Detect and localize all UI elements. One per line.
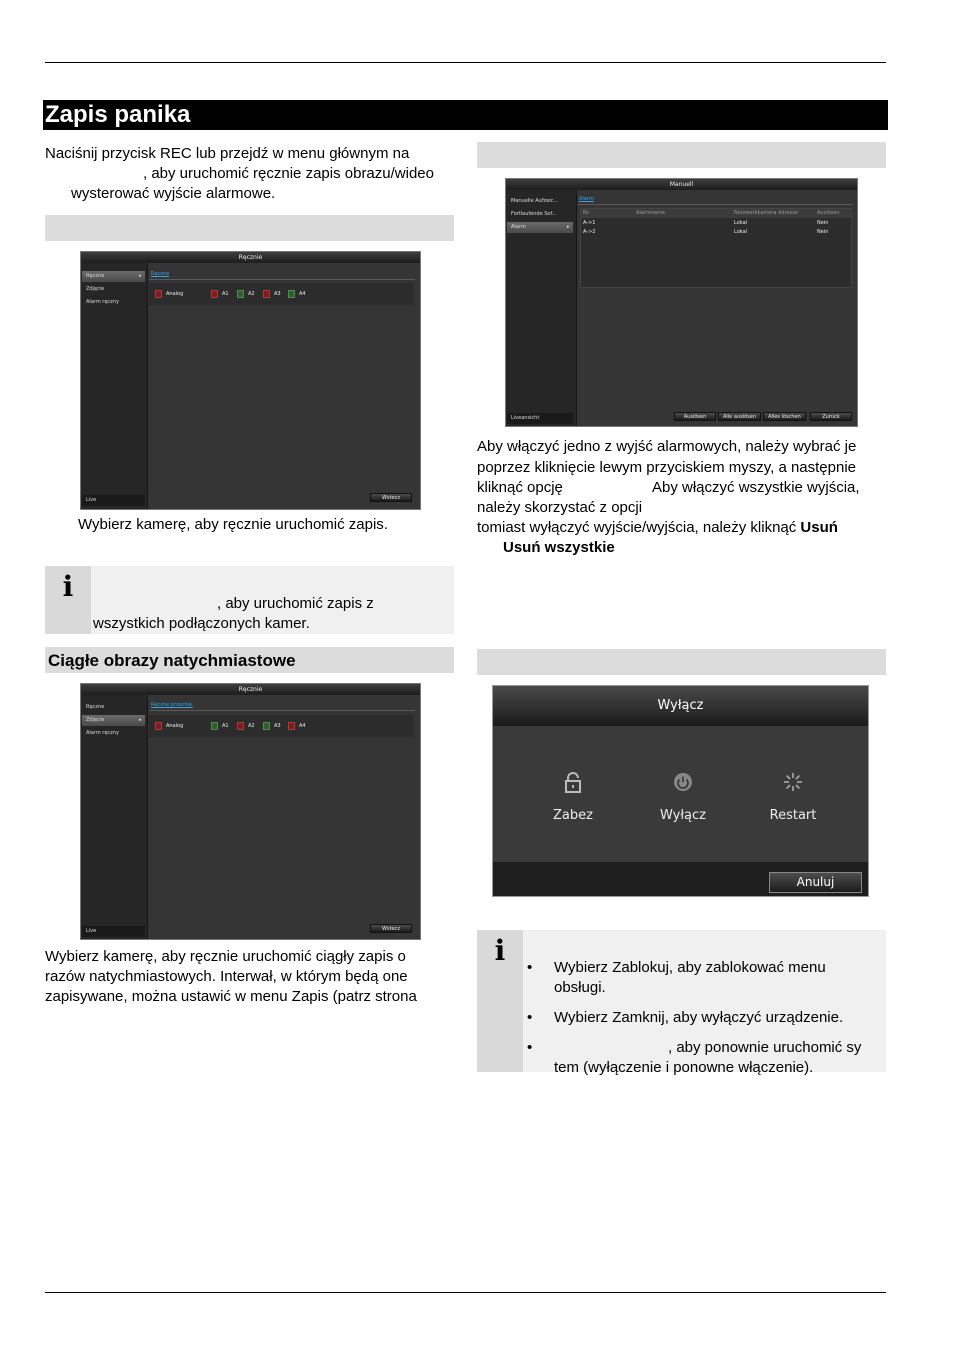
sidebar	[81, 695, 148, 939]
sidebar-item-snapshot[interactable]: Zdjęcie	[82, 715, 145, 726]
table-row-2-nr[interactable]: A->2	[583, 229, 596, 235]
analog-label: Analog	[166, 291, 184, 297]
tab-manual[interactable]: Ręczne	[151, 271, 170, 277]
sidebar-item-manual[interactable]: Ręczne	[86, 704, 105, 710]
item2-text: Wybierz Zamknij, aby wyłączyć urządzenie.	[554, 1009, 844, 1026]
window-title: Manuell	[506, 179, 857, 190]
para3-line-5a	[477, 518, 838, 538]
a2-label: A2	[248, 723, 255, 729]
section-bar-alarm	[477, 142, 886, 168]
sidebar	[506, 190, 577, 426]
table-row-1-address: Lokal	[734, 220, 748, 226]
table-row-2-address: Lokal	[734, 229, 748, 235]
sidebar-item-continuous[interactable]: Fortlaufende Sof...	[511, 211, 557, 217]
shutdown-dialog	[492, 685, 869, 897]
table-row-2-trigger: Nein	[817, 229, 829, 235]
analog-checkbox[interactable]	[155, 290, 162, 298]
window-title: Ręcznie	[81, 684, 420, 695]
para3-line-2: poprzez kliknięcie lewym przyciskiem myszy, a następnie	[477, 459, 857, 476]
lock-option-label[interactable]: Zabez	[553, 808, 593, 823]
tab-continuous[interactable]: Ręczne przechw.	[151, 702, 193, 708]
item3-line-2: tem (wyłączenie i ponowne włączenie).	[554, 1059, 814, 1076]
info-note-2	[477, 930, 886, 1076]
shutdown-option-label[interactable]: Wyłącz	[660, 808, 706, 823]
top-rule	[45, 62, 886, 63]
table-row-1-trigger: Nein	[817, 220, 829, 226]
para3-line-5-bold: Usuń	[800, 519, 838, 536]
item1-line-2: obsługi.	[554, 979, 606, 996]
a3-checkbox[interactable]	[263, 290, 270, 298]
col-header-address: Netzwerkkamera Adresse	[734, 210, 798, 216]
list-item-restart	[527, 1038, 882, 1078]
tab-underline	[149, 710, 415, 711]
info-icon: i	[45, 566, 91, 634]
a4-label: A4	[299, 291, 306, 297]
sidebar	[81, 263, 148, 509]
note1-line-2: wszystkich podłączonych kamer.	[93, 615, 310, 632]
para3-line-3b: Aby włączyć wszystkie wyjścia,	[652, 479, 860, 496]
list-item-shutdown	[527, 1008, 882, 1028]
para2-line-3: zapisywane, można ustawić w menu Zapis (patrz strona	[45, 988, 417, 1005]
a3-label: A3	[274, 291, 281, 297]
a4-label: A4	[299, 723, 306, 729]
col-header-trigger: Auslösen	[817, 210, 840, 216]
a1-checkbox[interactable]	[211, 722, 218, 730]
table-header	[581, 209, 851, 218]
sidebar-item-manual-alarm[interactable]: Alarm ręczny	[86, 299, 119, 305]
page-title: Zapis panika	[43, 100, 888, 130]
para3-line-6: Usuń wszystkie	[503, 539, 615, 556]
analog-checkbox[interactable]	[155, 722, 162, 730]
intro-line-1: Naciśnij przycisk REC lub przejdź w menu głównym na	[45, 145, 410, 162]
section-heading-continuous: Ciągłe obrazy natychmiastowe	[45, 647, 454, 673]
para2-line-2: razów natychmiastowych. Interwał, w którym będą one	[45, 968, 408, 985]
chevron-right-icon: ▸	[567, 224, 570, 230]
a1-label: A1	[222, 291, 229, 297]
note1-line-1: , aby uruchomić zapis z	[217, 595, 374, 612]
dialog-title: Wyłącz	[493, 686, 868, 726]
item1-line-1: Wybierz Zablokuj, aby zablokować menu	[554, 959, 826, 976]
bottom-rule	[45, 1292, 886, 1293]
trigger-button[interactable]: Auslösen	[674, 412, 716, 421]
alarm-table	[580, 208, 852, 288]
sidebar-item-snapshot[interactable]: Zdjęcie	[86, 286, 105, 292]
a1-checkbox[interactable]	[211, 290, 218, 298]
para3-line-1: Aby włączyć jedno z wyjść alarmowych, należy wybrać je	[477, 438, 857, 455]
para2-line-1: Wybierz kamerę, aby ręcznie uruchomić ciągły zapis o	[45, 948, 406, 965]
restart-option-label[interactable]: Restart	[769, 808, 817, 823]
window-title: Ręcznie	[81, 252, 420, 263]
sidebar-item-manual[interactable]: Ręczne	[82, 271, 145, 282]
lock-icon[interactable]	[528, 772, 618, 799]
intro-line-3: wysterować wyjście alarmowe.	[71, 185, 276, 202]
dvr-screen-alarm	[505, 178, 858, 427]
live-button[interactable]: Live	[82, 495, 145, 506]
back-button[interactable]: Wstecz	[370, 493, 412, 502]
col-header-alarmname: Alarmname	[636, 210, 665, 216]
item3-line-1: , aby ponownie uruchomić sy	[668, 1039, 862, 1056]
back-button[interactable]: Wstecz	[370, 924, 412, 933]
tab-underline	[149, 279, 415, 280]
sidebar-item-manual-alarm[interactable]: Alarm ręczny	[86, 730, 119, 736]
a3-checkbox[interactable]	[263, 722, 270, 730]
tab-alarm[interactable]: Alarm	[579, 196, 594, 202]
chevron-right-icon: ▸	[139, 273, 142, 279]
a2-label: A2	[248, 291, 255, 297]
back-button[interactable]: Zurück	[810, 412, 852, 421]
list-item-lock	[527, 958, 882, 998]
live-view-button[interactable]: Liveansicht	[507, 413, 573, 424]
para3-line-3a: kliknąć opcję	[477, 479, 563, 496]
para3-line-5-text: tomiast wyłączyć wyjście/wyjścia, należy kliknąć	[477, 519, 797, 536]
restart-icon[interactable]	[748, 772, 838, 797]
shutdown-options-list	[527, 958, 882, 1078]
a2-checkbox[interactable]	[237, 290, 244, 298]
sidebar-item-manual-record[interactable]: Manuelle Aufzeic...	[511, 198, 559, 204]
section-bar-manual	[45, 215, 454, 241]
screen1-caption: Wybierz kamerę, aby ręcznie uruchomić zapis.	[78, 516, 388, 533]
clear-all-button[interactable]: Alles löschen	[763, 412, 806, 421]
sidebar-item-alarm[interactable]: Alarm	[507, 222, 573, 233]
a2-checkbox[interactable]	[237, 722, 244, 730]
chevron-right-icon: ▸	[139, 717, 142, 723]
table-row-1-nr[interactable]: A->1	[583, 220, 596, 226]
a3-label: A3	[274, 723, 281, 729]
col-header-nr: Nr.	[583, 210, 590, 216]
live-button[interactable]: Live	[82, 926, 145, 937]
dvr-screen-continuous	[80, 683, 421, 940]
tab-underline	[578, 204, 853, 205]
info-icon: i	[477, 930, 523, 1072]
power-icon[interactable]	[638, 772, 728, 797]
a4-checkbox[interactable]	[288, 290, 295, 298]
a4-checkbox[interactable]	[288, 722, 295, 730]
a1-label: A1	[222, 723, 229, 729]
analog-label: Analog	[166, 723, 184, 729]
channel-row	[149, 283, 413, 305]
trigger-all-button[interactable]: Alle auslösen	[718, 412, 761, 421]
channel-row	[149, 715, 413, 737]
para3-line-4: należy skorzystać z opcji	[477, 499, 643, 516]
dvr-screen-manual	[80, 251, 421, 510]
intro-line-2: , aby uruchomić ręcznie zapis obrazu/wideo	[143, 165, 434, 182]
cancel-button[interactable]: Anuluj	[769, 872, 862, 893]
info-note-1	[45, 566, 454, 634]
section-bar-shutdown	[477, 649, 886, 675]
